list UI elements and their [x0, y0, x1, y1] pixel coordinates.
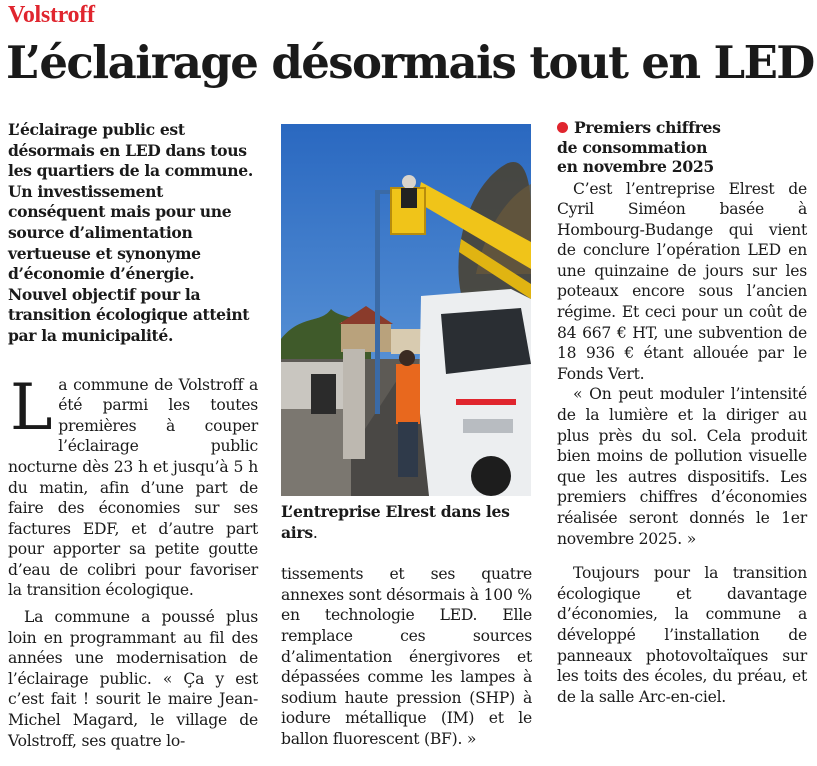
photo-caption: L’entreprise Elrest dans les airs. [281, 502, 510, 542]
kicker-location: Volstroff [8, 2, 95, 28]
article-headline: L’éclairage désormais tout en LED [6, 36, 814, 89]
column-3 [557, 118, 807, 707]
body-paragraph-2-end: tissements et ses quatre annexes sont désormais à 100 % en technologie LED. Elle remplace ces sources d’alimentation énergivores et dépassées comme les lampes à sodium haute pression (SHP) à iodure métallique (IM) et le ballon fluorescent (BF). » [281, 565, 532, 748]
section-paragraph-3: Toujours pour la transition écologique et davantage d’économies, la commune a développé l’installation de panneaux photovoltaïques sur les toits des écoles, du préau, et de la salle Arc-en-ciel. [557, 564, 807, 706]
body-paragraph-1: La commune de Volstroff a été parmi les toutes premières à couper l’éclairage public nocturne dès 23 h et jusqu’à 5 h du matin, afin d’une part de faire des économies sur ses factures EDF, et d’autre part pour apporter sa petite goutte d’eau de colibri pour favoriser la transition écologique. [8, 370, 258, 600]
article-lead: L’éclairage public est désormais en LED dans tous les quartiers de la commune. Un investissement conséquent mais pour une source d’alimentation vertueuse et synonyme d’économie d’énergie. Nouvel objectif pour la transition écologique atteint par la municipalité. [8, 120, 253, 345]
column-1 [8, 120, 258, 751]
section-subheading: Premiers chiffres de consommation en novembre 2025 [557, 118, 721, 176]
column-2 [281, 502, 532, 750]
photo-illustration [281, 124, 531, 496]
section-paragraph-1: C’est l’entreprise Elrest de Cyril Siméon basée à Hombourg-Budange qui vient de conclure l’opération LED en une quinzaine de jours sur les poteaux encore sous l’ancien régime. Et ceci pour un coût de 84 667 € HT, une subvention de 18 936 € étant allouée par le Fonds Vert. [557, 179, 807, 383]
article-photo [281, 124, 531, 496]
body-paragraph-2-start: La commune a poussé plus loin en programmant au fil des années une modernisation de l’éclairage public. « Ça y est c’est fait ! sourit le maire Jean-Michel Magard, le village de Volstroff, ses quatre lo- [8, 608, 258, 750]
section-paragraph-2: « On peut moduler l’intensité de la lumière et la diriger au plus près du sol. Cela produit bien moins de pollution visuelle que les autres dispositifs. Les premiers chiffres d’économies réalisée seront donnés le 1er novembre 2025. » [557, 385, 807, 548]
drop-cap: L [10, 370, 53, 445]
red-bullet-icon [557, 122, 568, 133]
